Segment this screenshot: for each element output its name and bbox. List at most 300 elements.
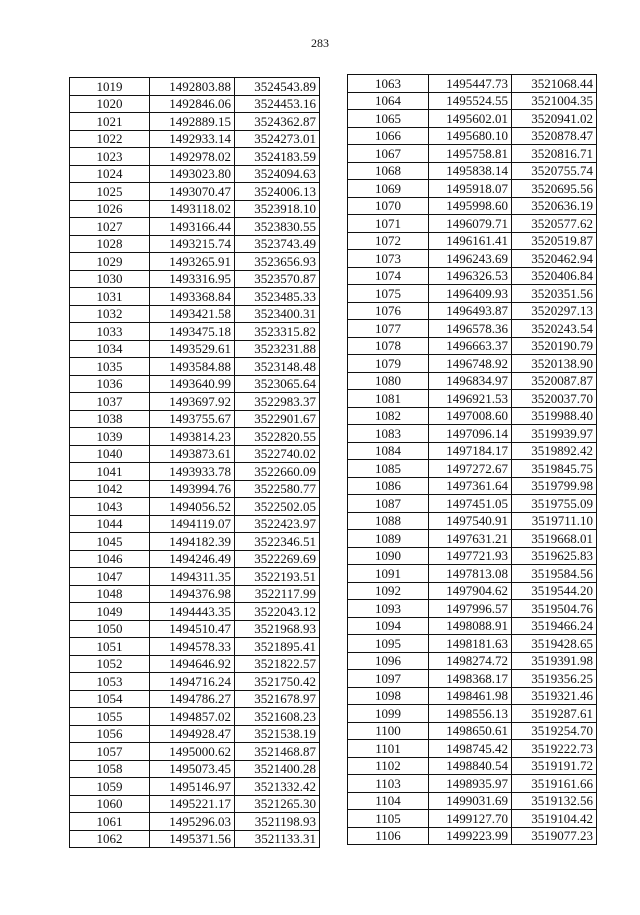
- table-row: [348, 232, 597, 250]
- table-row: [70, 445, 320, 463]
- table-row: [70, 743, 320, 761]
- y-coordinate-cell: 3519544.20: [512, 582, 597, 600]
- y-coordinate-cell: 3521678.97: [235, 690, 320, 708]
- table-row: [348, 757, 597, 775]
- y-coordinate-cell: 3519428.65: [512, 635, 597, 653]
- y-coordinate-cell: 3520519.87: [512, 232, 597, 250]
- point-id-cell: 1066: [348, 127, 429, 145]
- y-coordinate-cell: 3523231.88: [235, 340, 320, 358]
- y-coordinate-cell: 3519077.23: [512, 827, 597, 845]
- x-coordinate-cell: 1492978.02: [150, 148, 235, 166]
- point-id-cell: 1106: [348, 827, 429, 845]
- x-coordinate-cell: 1494443.35: [150, 603, 235, 621]
- point-id-cell: 1020: [70, 95, 150, 113]
- x-coordinate-cell: 1493814.23: [150, 428, 235, 446]
- point-id-cell: 1101: [348, 740, 429, 758]
- point-id-cell: 1086: [348, 477, 429, 495]
- point-id-cell: 1024: [70, 165, 150, 183]
- point-id-cell: 1028: [70, 235, 150, 253]
- table-row: [70, 253, 320, 271]
- x-coordinate-cell: 1498461.98: [429, 687, 512, 705]
- point-id-cell: 1056: [70, 725, 150, 743]
- x-coordinate-cell: 1493368.84: [150, 288, 235, 306]
- table-row: [348, 512, 597, 530]
- point-id-cell: 1065: [348, 110, 429, 128]
- y-coordinate-cell: 3521750.42: [235, 673, 320, 691]
- x-coordinate-cell: 1494376.98: [150, 585, 235, 603]
- table-row: [348, 162, 597, 180]
- table-row: [70, 165, 320, 183]
- x-coordinate-cell: 1495680.10: [429, 127, 512, 145]
- point-id-cell: 1098: [348, 687, 429, 705]
- x-coordinate-cell: 1493697.92: [150, 393, 235, 411]
- point-id-cell: 1076: [348, 302, 429, 320]
- y-coordinate-cell: 3522043.12: [235, 603, 320, 621]
- x-coordinate-cell: 1493118.02: [150, 200, 235, 218]
- y-coordinate-cell: 3522193.51: [235, 568, 320, 586]
- y-coordinate-cell: 3522820.55: [235, 428, 320, 446]
- table-row: [348, 127, 597, 145]
- x-coordinate-cell: 1497813.08: [429, 565, 512, 583]
- x-coordinate-cell: 1494119.07: [150, 515, 235, 533]
- point-id-cell: 1073: [348, 250, 429, 268]
- y-coordinate-cell: 3524273.01: [235, 130, 320, 148]
- table-row: [70, 620, 320, 638]
- x-coordinate-cell: 1494311.35: [150, 568, 235, 586]
- point-id-cell: 1058: [70, 760, 150, 778]
- x-coordinate-cell: 1492846.06: [150, 95, 235, 113]
- x-coordinate-cell: 1496493.87: [429, 302, 512, 320]
- table-row: [70, 760, 320, 778]
- y-coordinate-cell: 3520138.90: [512, 355, 597, 373]
- table-row: [348, 320, 597, 338]
- point-id-cell: 1092: [348, 582, 429, 600]
- table-row: [70, 270, 320, 288]
- y-coordinate-cell: 3523570.87: [235, 270, 320, 288]
- table-row: [348, 547, 597, 565]
- point-id-cell: 1061: [70, 813, 150, 831]
- point-id-cell: 1085: [348, 460, 429, 478]
- x-coordinate-cell: 1496834.97: [429, 372, 512, 390]
- x-coordinate-cell: 1493933.78: [150, 463, 235, 481]
- point-id-cell: 1068: [348, 162, 429, 180]
- point-id-cell: 1027: [70, 218, 150, 236]
- x-coordinate-cell: 1495524.55: [429, 92, 512, 110]
- x-coordinate-cell: 1497361.64: [429, 477, 512, 495]
- table-row: [348, 652, 597, 670]
- y-coordinate-cell: 3522346.51: [235, 533, 320, 551]
- x-coordinate-cell: 1494646.92: [150, 655, 235, 673]
- y-coordinate-cell: 3524183.59: [235, 148, 320, 166]
- point-id-cell: 1094: [348, 617, 429, 635]
- table-row: [70, 585, 320, 603]
- y-coordinate-cell: 3519161.66: [512, 775, 597, 793]
- point-id-cell: 1081: [348, 390, 429, 408]
- table-row: [348, 495, 597, 513]
- table-row: [70, 795, 320, 813]
- x-coordinate-cell: 1497008.60: [429, 407, 512, 425]
- y-coordinate-cell: 3519222.73: [512, 740, 597, 758]
- table-row: [348, 355, 597, 373]
- y-coordinate-cell: 3519321.46: [512, 687, 597, 705]
- table-row: [348, 477, 597, 495]
- table-row: [348, 110, 597, 128]
- point-id-cell: 1057: [70, 743, 150, 761]
- x-coordinate-cell: 1493023.80: [150, 165, 235, 183]
- table-row: [70, 568, 320, 586]
- point-id-cell: 1071: [348, 215, 429, 233]
- point-id-cell: 1037: [70, 393, 150, 411]
- table-row: [70, 463, 320, 481]
- y-coordinate-cell: 3519892.42: [512, 442, 597, 460]
- point-id-cell: 1030: [70, 270, 150, 288]
- point-id-cell: 1079: [348, 355, 429, 373]
- table-row: [70, 78, 320, 96]
- table-row: [348, 145, 597, 163]
- y-coordinate-cell: 3521068.44: [512, 75, 597, 93]
- point-id-cell: 1075: [348, 285, 429, 303]
- point-id-cell: 1105: [348, 810, 429, 828]
- table-row: [70, 235, 320, 253]
- coordinates-table-right: [347, 74, 597, 845]
- point-id-cell: 1040: [70, 445, 150, 463]
- table-row: [348, 792, 597, 810]
- table-row: [348, 460, 597, 478]
- point-id-cell: 1025: [70, 183, 150, 201]
- x-coordinate-cell: 1496079.71: [429, 215, 512, 233]
- point-id-cell: 1043: [70, 498, 150, 516]
- point-id-cell: 1080: [348, 372, 429, 390]
- y-coordinate-cell: 3520462.94: [512, 250, 597, 268]
- table-row: [348, 75, 597, 93]
- point-id-cell: 1104: [348, 792, 429, 810]
- y-coordinate-cell: 3521133.31: [235, 830, 320, 848]
- point-id-cell: 1026: [70, 200, 150, 218]
- point-id-cell: 1097: [348, 670, 429, 688]
- x-coordinate-cell: 1493584.88: [150, 358, 235, 376]
- point-id-cell: 1039: [70, 428, 150, 446]
- y-coordinate-cell: 3523656.93: [235, 253, 320, 271]
- y-coordinate-cell: 3521004.35: [512, 92, 597, 110]
- point-id-cell: 1059: [70, 778, 150, 796]
- y-coordinate-cell: 3519939.97: [512, 425, 597, 443]
- x-coordinate-cell: 1497996.57: [429, 600, 512, 618]
- table-row: [348, 617, 597, 635]
- table-row: [348, 337, 597, 355]
- table-row: [70, 393, 320, 411]
- table-row: [348, 635, 597, 653]
- table-row: [70, 410, 320, 428]
- x-coordinate-cell: 1492933.14: [150, 130, 235, 148]
- x-coordinate-cell: 1492889.15: [150, 113, 235, 131]
- x-coordinate-cell: 1498745.42: [429, 740, 512, 758]
- point-id-cell: 1023: [70, 148, 150, 166]
- table-row: [348, 827, 597, 845]
- point-id-cell: 1088: [348, 512, 429, 530]
- table-row: [348, 407, 597, 425]
- y-coordinate-cell: 3524094.63: [235, 165, 320, 183]
- table-row: [348, 775, 597, 793]
- y-coordinate-cell: 3524006.13: [235, 183, 320, 201]
- table-row: [348, 372, 597, 390]
- x-coordinate-cell: 1498650.61: [429, 722, 512, 740]
- table-row: [70, 708, 320, 726]
- point-id-cell: 1083: [348, 425, 429, 443]
- table-row: [70, 813, 320, 831]
- y-coordinate-cell: 3522901.67: [235, 410, 320, 428]
- x-coordinate-cell: 1493640.99: [150, 375, 235, 393]
- y-coordinate-cell: 3520243.54: [512, 320, 597, 338]
- x-coordinate-cell: 1493316.95: [150, 270, 235, 288]
- table-row: [70, 375, 320, 393]
- y-coordinate-cell: 3520351.56: [512, 285, 597, 303]
- y-coordinate-cell: 3522580.77: [235, 480, 320, 498]
- point-id-cell: 1052: [70, 655, 150, 673]
- point-id-cell: 1084: [348, 442, 429, 460]
- x-coordinate-cell: 1495221.17: [150, 795, 235, 813]
- point-id-cell: 1032: [70, 305, 150, 323]
- y-coordinate-cell: 3521400.28: [235, 760, 320, 778]
- y-coordinate-cell: 3521895.41: [235, 638, 320, 656]
- table-row: [70, 655, 320, 673]
- x-coordinate-cell: 1496578.36: [429, 320, 512, 338]
- point-id-cell: 1070: [348, 197, 429, 215]
- y-coordinate-cell: 3520577.62: [512, 215, 597, 233]
- x-coordinate-cell: 1495146.97: [150, 778, 235, 796]
- point-id-cell: 1047: [70, 568, 150, 586]
- table-row: [348, 390, 597, 408]
- x-coordinate-cell: 1497631.21: [429, 530, 512, 548]
- point-id-cell: 1050: [70, 620, 150, 638]
- x-coordinate-cell: 1495296.03: [150, 813, 235, 831]
- y-coordinate-cell: 3520941.02: [512, 110, 597, 128]
- point-id-cell: 1031: [70, 288, 150, 306]
- y-coordinate-cell: 3519356.25: [512, 670, 597, 688]
- y-coordinate-cell: 3519668.01: [512, 530, 597, 548]
- point-id-cell: 1033: [70, 323, 150, 341]
- y-coordinate-cell: 3520037.70: [512, 390, 597, 408]
- point-id-cell: 1051: [70, 638, 150, 656]
- table-row: [348, 600, 597, 618]
- y-coordinate-cell: 3523148.48: [235, 358, 320, 376]
- x-coordinate-cell: 1497721.93: [429, 547, 512, 565]
- table-row: [70, 725, 320, 743]
- y-coordinate-cell: 3519191.72: [512, 757, 597, 775]
- table-row: [348, 197, 597, 215]
- point-id-cell: 1054: [70, 690, 150, 708]
- point-id-cell: 1045: [70, 533, 150, 551]
- x-coordinate-cell: 1494578.33: [150, 638, 235, 656]
- x-coordinate-cell: 1495073.45: [150, 760, 235, 778]
- x-coordinate-cell: 1493265.91: [150, 253, 235, 271]
- table-row: [348, 530, 597, 548]
- x-coordinate-cell: 1498368.17: [429, 670, 512, 688]
- y-coordinate-cell: 3519287.61: [512, 705, 597, 723]
- table-row: [70, 550, 320, 568]
- table-row: [70, 428, 320, 446]
- y-coordinate-cell: 3521265.30: [235, 795, 320, 813]
- x-coordinate-cell: 1495918.07: [429, 180, 512, 198]
- y-coordinate-cell: 3521468.87: [235, 743, 320, 761]
- y-coordinate-cell: 3524543.89: [235, 78, 320, 96]
- table-row: [70, 200, 320, 218]
- x-coordinate-cell: 1495371.56: [150, 830, 235, 848]
- table-row: [70, 480, 320, 498]
- table-row: [70, 533, 320, 551]
- table-row: [70, 95, 320, 113]
- point-id-cell: 1048: [70, 585, 150, 603]
- point-id-cell: 1046: [70, 550, 150, 568]
- point-id-cell: 1102: [348, 757, 429, 775]
- x-coordinate-cell: 1496409.93: [429, 285, 512, 303]
- x-coordinate-cell: 1498274.72: [429, 652, 512, 670]
- table-row: [348, 267, 597, 285]
- y-coordinate-cell: 3519104.42: [512, 810, 597, 828]
- y-coordinate-cell: 3520636.19: [512, 197, 597, 215]
- point-id-cell: 1077: [348, 320, 429, 338]
- x-coordinate-cell: 1496243.69: [429, 250, 512, 268]
- y-coordinate-cell: 3520878.47: [512, 127, 597, 145]
- x-coordinate-cell: 1492803.88: [150, 78, 235, 96]
- table-row: [348, 687, 597, 705]
- x-coordinate-cell: 1493070.47: [150, 183, 235, 201]
- y-coordinate-cell: 3520816.71: [512, 145, 597, 163]
- table-row: [70, 323, 320, 341]
- table-row: [348, 582, 597, 600]
- x-coordinate-cell: 1496748.92: [429, 355, 512, 373]
- table-row: [70, 498, 320, 516]
- x-coordinate-cell: 1493421.58: [150, 305, 235, 323]
- y-coordinate-cell: 3520695.56: [512, 180, 597, 198]
- point-id-cell: 1095: [348, 635, 429, 653]
- x-coordinate-cell: 1494510.47: [150, 620, 235, 638]
- point-id-cell: 1072: [348, 232, 429, 250]
- table-row: [70, 638, 320, 656]
- table-row: [70, 603, 320, 621]
- y-coordinate-cell: 3522502.05: [235, 498, 320, 516]
- point-id-cell: 1064: [348, 92, 429, 110]
- table-row: [70, 113, 320, 131]
- x-coordinate-cell: 1495602.01: [429, 110, 512, 128]
- y-coordinate-cell: 3519584.56: [512, 565, 597, 583]
- table-row: [70, 148, 320, 166]
- y-coordinate-cell: 3523830.55: [235, 218, 320, 236]
- x-coordinate-cell: 1493755.67: [150, 410, 235, 428]
- point-id-cell: 1035: [70, 358, 150, 376]
- point-id-cell: 1082: [348, 407, 429, 425]
- x-coordinate-cell: 1496326.53: [429, 267, 512, 285]
- table-row: [348, 180, 597, 198]
- table-row: [70, 778, 320, 796]
- y-coordinate-cell: 3523400.31: [235, 305, 320, 323]
- y-coordinate-cell: 3522983.37: [235, 393, 320, 411]
- point-id-cell: 1078: [348, 337, 429, 355]
- point-id-cell: 1034: [70, 340, 150, 358]
- point-id-cell: 1036: [70, 375, 150, 393]
- y-coordinate-cell: 3519988.40: [512, 407, 597, 425]
- x-coordinate-cell: 1498181.63: [429, 635, 512, 653]
- y-coordinate-cell: 3520755.74: [512, 162, 597, 180]
- x-coordinate-cell: 1494928.47: [150, 725, 235, 743]
- x-coordinate-cell: 1494182.39: [150, 533, 235, 551]
- point-id-cell: 1041: [70, 463, 150, 481]
- x-coordinate-cell: 1495758.81: [429, 145, 512, 163]
- x-coordinate-cell: 1493475.18: [150, 323, 235, 341]
- x-coordinate-cell: 1494857.02: [150, 708, 235, 726]
- x-coordinate-cell: 1499031.69: [429, 792, 512, 810]
- x-coordinate-cell: 1498556.13: [429, 705, 512, 723]
- y-coordinate-cell: 3521332.42: [235, 778, 320, 796]
- x-coordinate-cell: 1493166.44: [150, 218, 235, 236]
- table-row: [70, 515, 320, 533]
- point-id-cell: 1093: [348, 600, 429, 618]
- x-coordinate-cell: 1497096.14: [429, 425, 512, 443]
- y-coordinate-cell: 3520406.84: [512, 267, 597, 285]
- y-coordinate-cell: 3524362.87: [235, 113, 320, 131]
- x-coordinate-cell: 1495838.14: [429, 162, 512, 180]
- table-row: [70, 218, 320, 236]
- x-coordinate-cell: 1493994.76: [150, 480, 235, 498]
- x-coordinate-cell: 1493529.61: [150, 340, 235, 358]
- point-id-cell: 1089: [348, 530, 429, 548]
- x-coordinate-cell: 1493215.74: [150, 235, 235, 253]
- point-id-cell: 1049: [70, 603, 150, 621]
- y-coordinate-cell: 3519254.70: [512, 722, 597, 740]
- x-coordinate-cell: 1495998.60: [429, 197, 512, 215]
- table-row: [348, 250, 597, 268]
- y-coordinate-cell: 3523315.82: [235, 323, 320, 341]
- point-id-cell: 1074: [348, 267, 429, 285]
- table-row: [70, 830, 320, 848]
- point-id-cell: 1096: [348, 652, 429, 670]
- point-id-cell: 1022: [70, 130, 150, 148]
- y-coordinate-cell: 3520190.79: [512, 337, 597, 355]
- point-id-cell: 1091: [348, 565, 429, 583]
- y-coordinate-cell: 3521608.23: [235, 708, 320, 726]
- coordinates-table-left: [69, 77, 320, 848]
- y-coordinate-cell: 3520087.87: [512, 372, 597, 390]
- table-row: [348, 740, 597, 758]
- point-id-cell: 1038: [70, 410, 150, 428]
- point-id-cell: 1099: [348, 705, 429, 723]
- y-coordinate-cell: 3522740.02: [235, 445, 320, 463]
- y-coordinate-cell: 3524453.16: [235, 95, 320, 113]
- y-coordinate-cell: 3522660.09: [235, 463, 320, 481]
- x-coordinate-cell: 1494246.49: [150, 550, 235, 568]
- y-coordinate-cell: 3523743.49: [235, 235, 320, 253]
- table-row: [348, 285, 597, 303]
- point-id-cell: 1029: [70, 253, 150, 271]
- point-id-cell: 1087: [348, 495, 429, 513]
- table-row: [70, 673, 320, 691]
- y-coordinate-cell: 3519755.09: [512, 495, 597, 513]
- point-id-cell: 1055: [70, 708, 150, 726]
- x-coordinate-cell: 1494056.52: [150, 498, 235, 516]
- table-row: [70, 305, 320, 323]
- y-coordinate-cell: 3522269.69: [235, 550, 320, 568]
- y-coordinate-cell: 3522117.99: [235, 585, 320, 603]
- table-row: [70, 130, 320, 148]
- point-id-cell: 1103: [348, 775, 429, 793]
- x-coordinate-cell: 1496663.37: [429, 337, 512, 355]
- table-row: [70, 358, 320, 376]
- table-row: [70, 340, 320, 358]
- y-coordinate-cell: 3521198.93: [235, 813, 320, 831]
- y-coordinate-cell: 3519625.83: [512, 547, 597, 565]
- y-coordinate-cell: 3522423.97: [235, 515, 320, 533]
- point-id-cell: 1021: [70, 113, 150, 131]
- point-id-cell: 1060: [70, 795, 150, 813]
